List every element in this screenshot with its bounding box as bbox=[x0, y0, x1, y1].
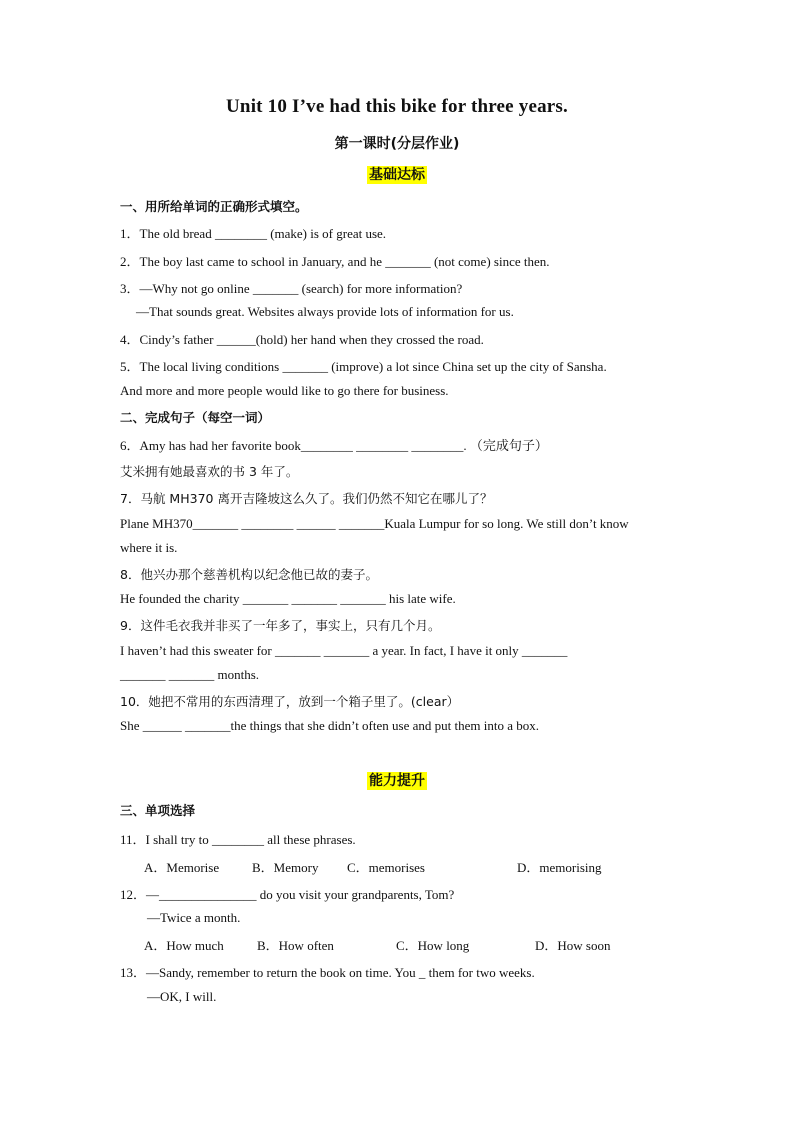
q11-option-d: D．memorising bbox=[517, 860, 602, 875]
question-4: 4．Cindy’s father ______(hold) her hand when they crossed the road. bbox=[120, 332, 484, 347]
page-title: Unit 10 I’ve had this bike for three years. bbox=[226, 96, 568, 117]
question-10-chinese: 10．她把不常用的东西清理了，放到一个箱子里了。(clear） bbox=[120, 694, 460, 709]
question-7-line2: where it is. bbox=[120, 540, 178, 555]
q11-option-c: C．memorises bbox=[347, 860, 425, 875]
question-3-prompt: 3．—Why not go online _______ (search) for more information? bbox=[120, 281, 463, 296]
section-advanced-banner bbox=[0, 770, 794, 790]
question-8-line: He founded the charity _______ _______ _______ his late wife. bbox=[120, 591, 456, 606]
question-2: 2．The boy last came to school in January, and he _______ (not come) since then. bbox=[120, 254, 550, 269]
question-5-line1: 5．The local living conditions _______ (improve) a lot since China set up the city of Sansha. bbox=[120, 359, 607, 374]
section-basic-banner bbox=[0, 164, 794, 184]
question-10-line: She ______ _______the things that she didn’t often use and put them into a box. bbox=[120, 718, 539, 733]
q11-option-a: A．Memorise bbox=[144, 860, 220, 875]
question-6-line1: 6．Amy has had her favorite book________ ________ ________. （完成句子） bbox=[120, 438, 548, 453]
section-advanced-label: 能力提升 bbox=[369, 773, 425, 789]
question-13-reply: —OK, I will. bbox=[147, 989, 217, 1004]
question-5-line2: And more and more people would like to go there for business. bbox=[120, 383, 449, 398]
question-3-reply: —That sounds great. Websites always provide lots of information for us. bbox=[136, 304, 514, 319]
question-9-chinese: 9．这件毛衣我并非买了一年多了，事实上，只有几个月。 bbox=[120, 618, 441, 633]
section-basic-label: 基础达标 bbox=[369, 167, 425, 183]
page-subtitle: 第一课时(分层作业) bbox=[334, 136, 460, 152]
question-12-reply: —Twice a month. bbox=[147, 910, 241, 925]
question-13-prompt: 13．—Sandy, remember to return the book on time. You _ them for two weeks. bbox=[120, 965, 535, 980]
q11-option-b: B．Memory bbox=[252, 860, 319, 875]
question-9-line2: _______ _______ months. bbox=[120, 667, 260, 682]
question-7-chinese: 7．马航 MH370 离开吉隆坡这么久了。我们仍然不知它在哪儿了？ bbox=[120, 491, 493, 506]
question-12-prompt: 12．—_______________ do you visit your grandparents, Tom? bbox=[120, 887, 455, 902]
question-1: 1．The old bread ________ (make) is of great use. bbox=[120, 226, 387, 241]
question-9-line1: I haven’t had this sweater for _______ _______ a year. In fact, I have it only _______ bbox=[120, 643, 568, 658]
q12-option-a: A．How much bbox=[144, 938, 224, 953]
q12-option-d: D．How soon bbox=[535, 938, 611, 953]
q12-option-b: B．How often bbox=[257, 938, 334, 953]
part2-heading: 二、完成句子（每空一词） bbox=[120, 410, 271, 425]
part3-heading: 三、单项选择 bbox=[120, 803, 196, 818]
part1-heading: 一、用所给单词的正确形式填空。 bbox=[120, 199, 308, 214]
question-7-line1: Plane MH370_______ ________ ______ _______Kuala Lumpur for so long. We still don’t know bbox=[120, 516, 629, 531]
question-6-chinese: 艾米拥有她最喜欢的书 3 年了。 bbox=[120, 464, 299, 479]
question-8-chinese: 8．他兴办那个慈善机构以纪念他已故的妻子。 bbox=[120, 567, 378, 582]
question-11: 11．I shall try to ________ all these phrases. bbox=[120, 832, 356, 847]
q12-option-c: C．How long bbox=[396, 938, 470, 953]
